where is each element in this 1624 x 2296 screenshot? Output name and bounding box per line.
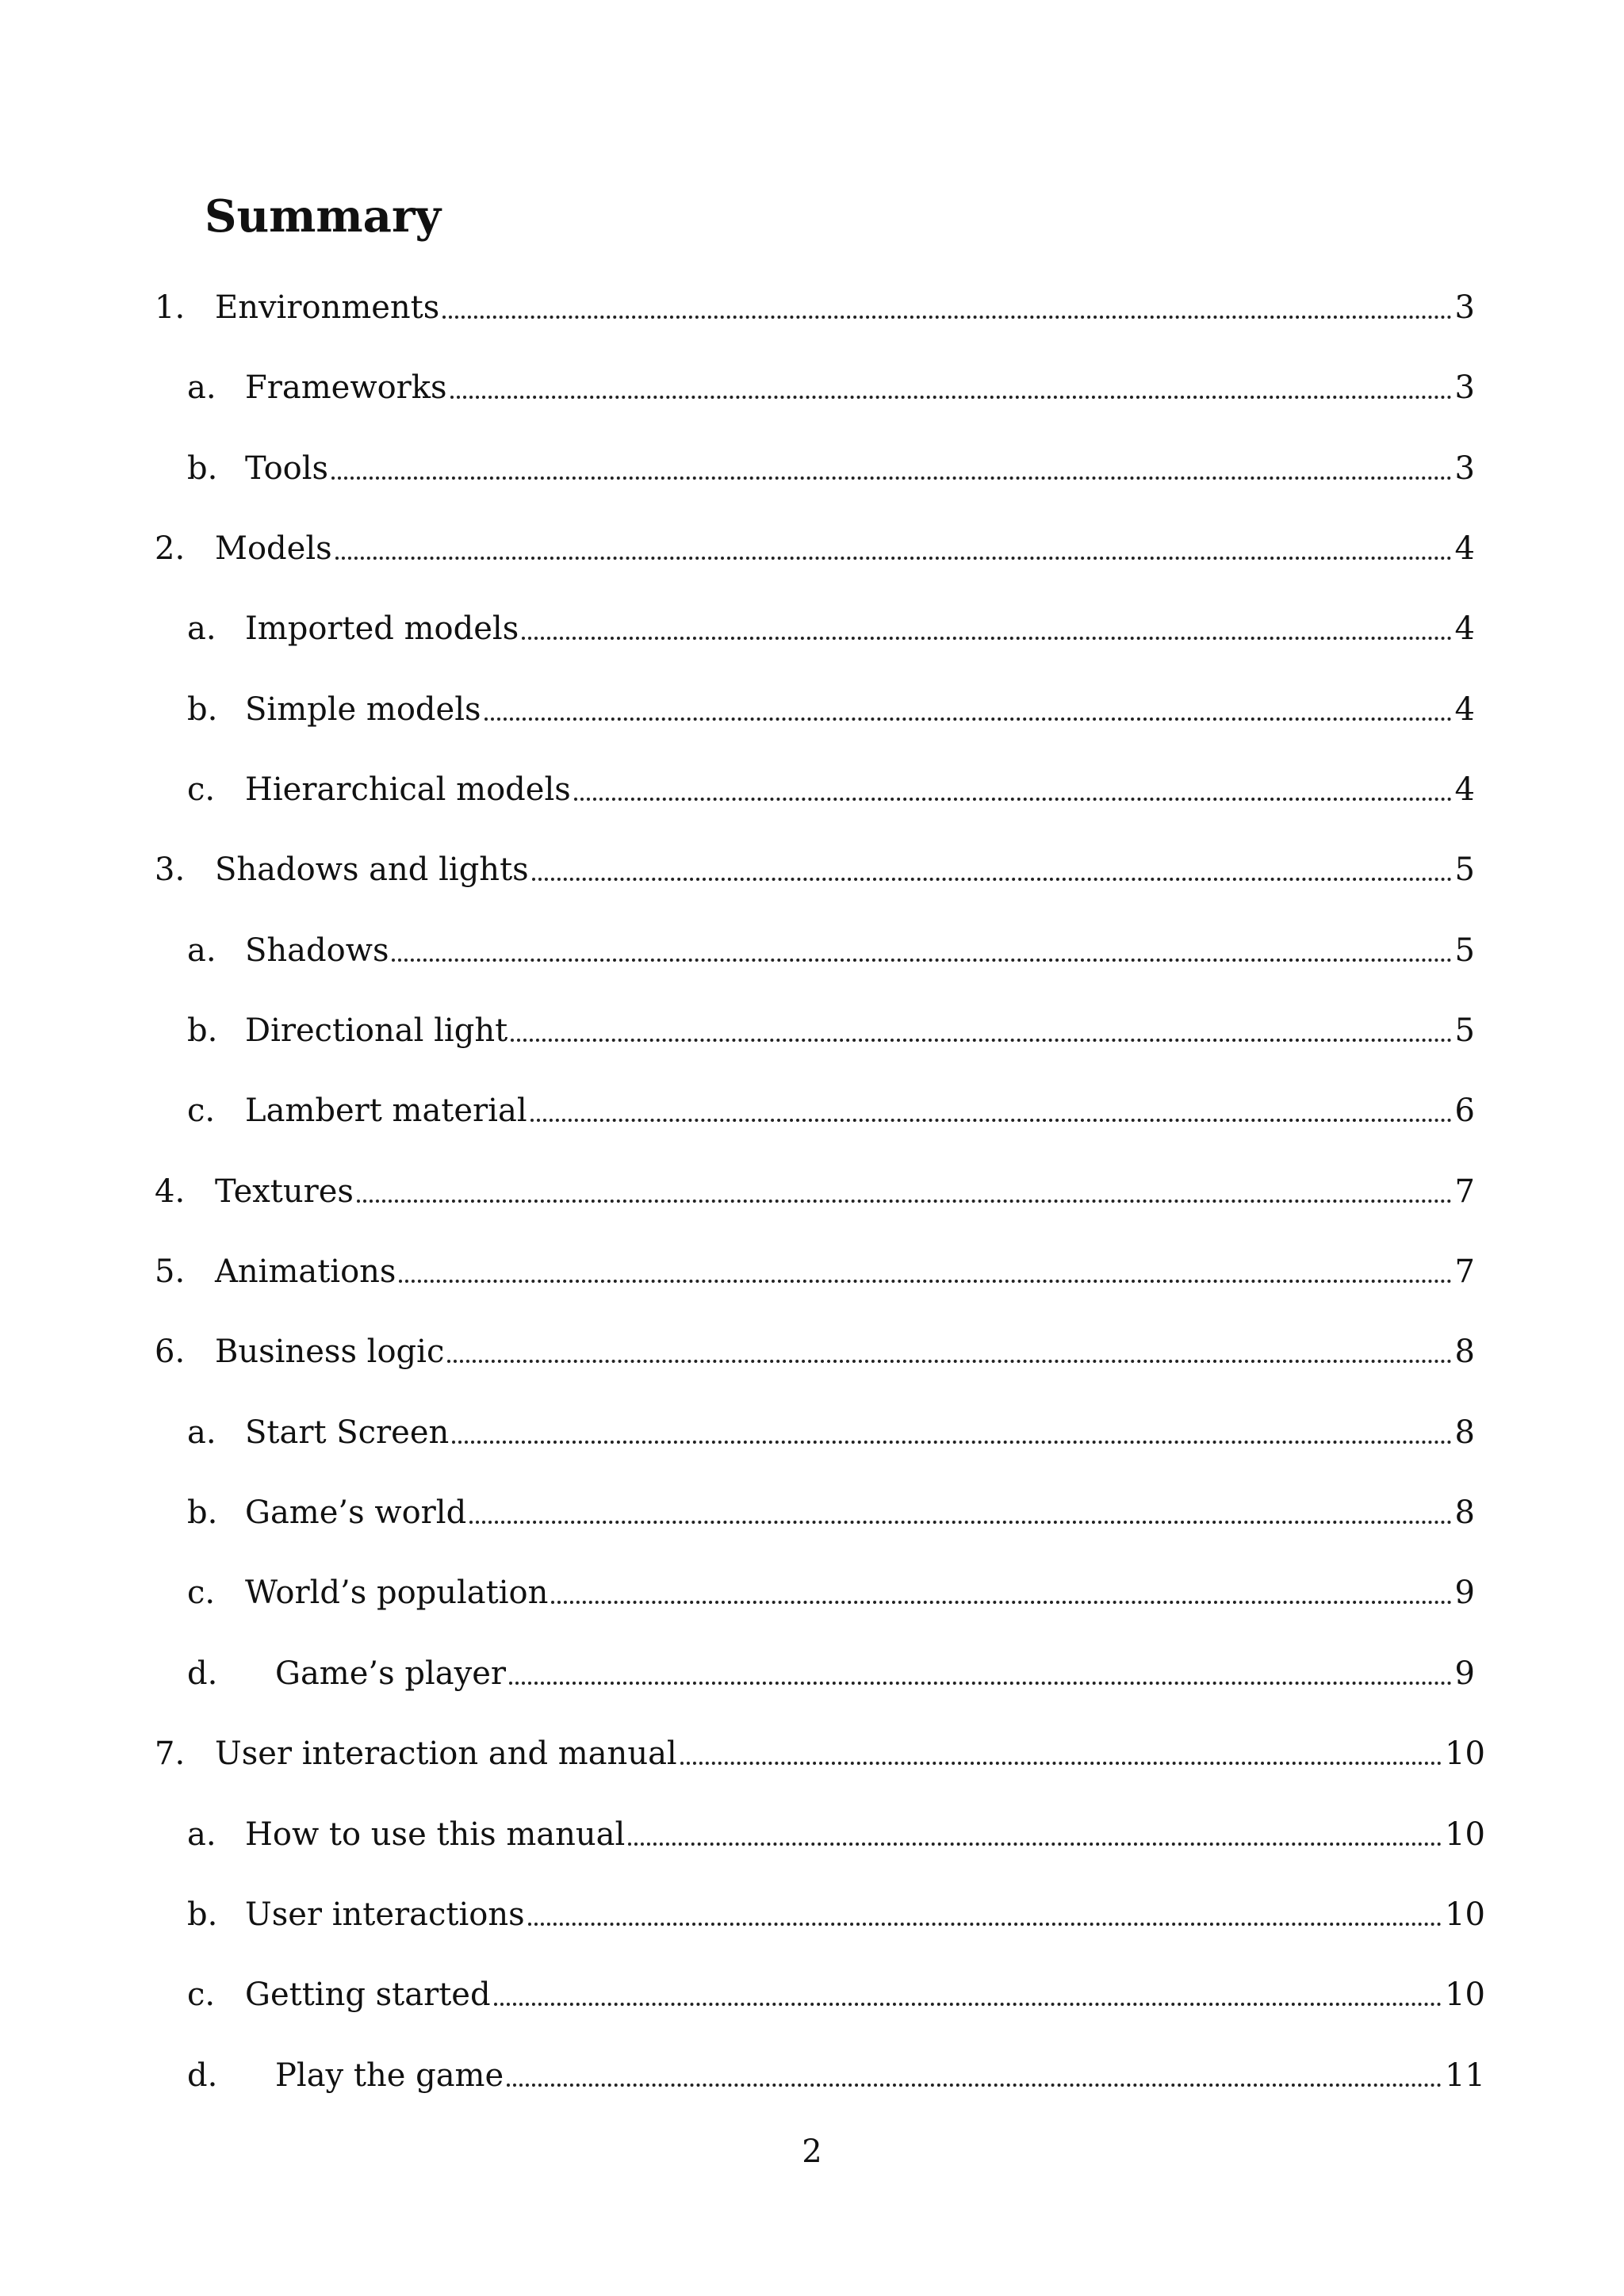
toc-entry-number: a. xyxy=(187,1816,216,1853)
toc-entry-page: 4 xyxy=(1454,771,1475,808)
toc-entry-title: User interaction and manual xyxy=(215,1735,677,1772)
dot-leader xyxy=(357,1200,1452,1203)
toc-entry-title: Getting started xyxy=(245,1976,491,2013)
toc-entry-page: 3 xyxy=(1454,450,1475,487)
toc-entry[interactable] xyxy=(0,445,1624,492)
toc-entry-number: b. xyxy=(187,1012,218,1049)
toc-entry-number: d. xyxy=(187,2057,218,2094)
dot-leader xyxy=(532,878,1452,881)
toc-entry[interactable] xyxy=(0,1811,1624,1858)
toc-entry-number: 7. xyxy=(155,1735,186,1772)
toc-entry-title: Tools xyxy=(245,450,329,487)
toc-entry[interactable] xyxy=(0,1168,1624,1215)
toc-entry-page: 3 xyxy=(1454,289,1475,326)
toc-entry[interactable] xyxy=(0,284,1624,331)
toc-entry-page: 4 xyxy=(1454,530,1475,567)
toc-entry-number: b. xyxy=(187,691,218,728)
toc-entry-page: 10 xyxy=(1445,1896,1485,1933)
toc-entry-number: c. xyxy=(187,1976,216,2013)
toc-entry-title: User interactions xyxy=(245,1896,525,1933)
dot-leader xyxy=(452,1441,1451,1444)
toc-entry-page: 10 xyxy=(1445,1735,1485,1772)
toc-entry-title: How to use this manual xyxy=(245,1816,626,1853)
toc-entry-number: a. xyxy=(187,1414,216,1451)
toc-entry-number: d. xyxy=(187,1655,218,1692)
toc-entry[interactable] xyxy=(0,1328,1624,1376)
toc-entry-page: 8 xyxy=(1454,1334,1475,1370)
dot-leader xyxy=(528,1923,1442,1926)
toc-entry-title: Shadows xyxy=(245,932,389,969)
toc-entry-page: 5 xyxy=(1454,932,1475,969)
dot-leader xyxy=(447,1360,1451,1363)
toc-entry[interactable] xyxy=(0,364,1624,411)
toc-entry-page: 9 xyxy=(1454,1655,1475,1692)
toc-entry-title: World’s population xyxy=(245,1575,549,1611)
toc-entry-title: Animations xyxy=(215,1253,396,1290)
toc-entry[interactable] xyxy=(0,846,1624,894)
page-title: Summary xyxy=(205,190,441,243)
dot-leader xyxy=(392,959,1451,962)
dot-leader xyxy=(450,396,1452,399)
toc-entry-page: 9 xyxy=(1454,1575,1475,1611)
toc-entry-number: 6. xyxy=(155,1334,186,1370)
page-number: 2 xyxy=(802,2133,822,2170)
dot-leader xyxy=(485,718,1452,721)
toc-entry-number: 1. xyxy=(155,289,186,326)
toc-entry-number: b. xyxy=(187,450,218,487)
toc-entry-title: Frameworks xyxy=(245,369,447,406)
toc-entry-number: b. xyxy=(187,1896,218,1933)
toc-entry-number: c. xyxy=(187,1093,216,1129)
toc-entry-title: Hierarchical models xyxy=(245,771,571,808)
toc-entry-title: Environments xyxy=(215,289,440,326)
dot-leader xyxy=(628,1843,1442,1846)
toc-entry[interactable] xyxy=(0,1007,1624,1054)
dot-leader xyxy=(551,1601,1451,1604)
toc-entry[interactable] xyxy=(0,1248,1624,1295)
toc-entry[interactable] xyxy=(0,766,1624,813)
toc-entry[interactable] xyxy=(0,686,1624,733)
toc-entry-number: b. xyxy=(187,1494,218,1531)
dot-leader xyxy=(399,1280,1451,1283)
toc-entry-number: 3. xyxy=(155,851,186,888)
toc-entry[interactable] xyxy=(0,1409,1624,1456)
toc-entry-page: 5 xyxy=(1454,1012,1475,1049)
toc-entry-number: a. xyxy=(187,369,216,406)
toc-entry-title: Business logic xyxy=(215,1334,445,1370)
toc-entry-number: 5. xyxy=(155,1253,186,1290)
dot-leader xyxy=(574,798,1452,801)
dot-leader xyxy=(509,1682,1452,1685)
toc-entry-title: Game’s world xyxy=(245,1494,467,1531)
toc-entry[interactable] xyxy=(0,1489,1624,1536)
toc-entry-page: 7 xyxy=(1454,1173,1475,1210)
toc-entry-title: Imported models xyxy=(245,610,519,647)
toc-entry-number: a. xyxy=(187,610,216,647)
toc-entry-page: 4 xyxy=(1454,691,1475,728)
dot-leader xyxy=(507,2084,1442,2087)
dot-leader xyxy=(680,1762,1442,1765)
toc-entry-title: Play the game xyxy=(275,2057,504,2094)
toc-entry-title: Start Screen xyxy=(245,1414,450,1451)
toc-entry-number: 2. xyxy=(155,530,186,567)
toc-entry-title: Directional light xyxy=(245,1012,508,1049)
toc-entry-number: c. xyxy=(187,771,216,808)
toc-entry[interactable] xyxy=(0,605,1624,652)
toc-entry-page: 3 xyxy=(1454,369,1475,406)
toc-entry-page: 4 xyxy=(1454,610,1475,647)
toc-entry-title: Simple models xyxy=(245,691,481,728)
toc-entry-page: 11 xyxy=(1445,2057,1485,2094)
toc-entry[interactable] xyxy=(0,2052,1624,2099)
dot-leader xyxy=(511,1039,1451,1042)
toc-entry-title: Game’s player xyxy=(275,1655,506,1692)
toc-entry-page: 5 xyxy=(1454,851,1475,888)
toc-entry-page: 7 xyxy=(1454,1253,1475,1290)
toc-entry[interactable] xyxy=(0,1891,1624,1938)
toc-entry-number: 4. xyxy=(155,1173,186,1210)
toc-entry[interactable] xyxy=(0,1971,1624,2019)
dot-leader xyxy=(331,476,1451,480)
toc-entry-page: 8 xyxy=(1454,1414,1475,1451)
toc-entry[interactable] xyxy=(0,1730,1624,1777)
dot-leader xyxy=(442,316,1451,319)
toc-entry-title: Shadows and lights xyxy=(215,851,529,888)
toc-entry[interactable] xyxy=(0,525,1624,572)
toc-entry-number: c. xyxy=(187,1575,216,1611)
toc-entry[interactable] xyxy=(0,1087,1624,1135)
toc-entry-page: 8 xyxy=(1454,1494,1475,1531)
toc-entry-title: Models xyxy=(215,530,332,567)
toc-entry-title: Textures xyxy=(215,1173,354,1210)
toc-entry-page: 10 xyxy=(1445,1976,1485,2013)
toc-entry[interactable] xyxy=(0,1569,1624,1617)
toc-entry[interactable] xyxy=(0,927,1624,974)
toc-entry-page: 6 xyxy=(1454,1093,1475,1129)
dot-leader xyxy=(335,557,1452,560)
dot-leader xyxy=(494,2003,1442,2006)
dot-leader xyxy=(522,637,1451,640)
dot-leader xyxy=(469,1521,1451,1524)
toc-entry-number: a. xyxy=(187,932,216,969)
dot-leader xyxy=(530,1119,1452,1122)
toc-entry[interactable] xyxy=(0,1650,1624,1697)
toc-entry-title: Lambert material xyxy=(245,1093,527,1129)
toc-entry-page: 10 xyxy=(1445,1816,1485,1853)
